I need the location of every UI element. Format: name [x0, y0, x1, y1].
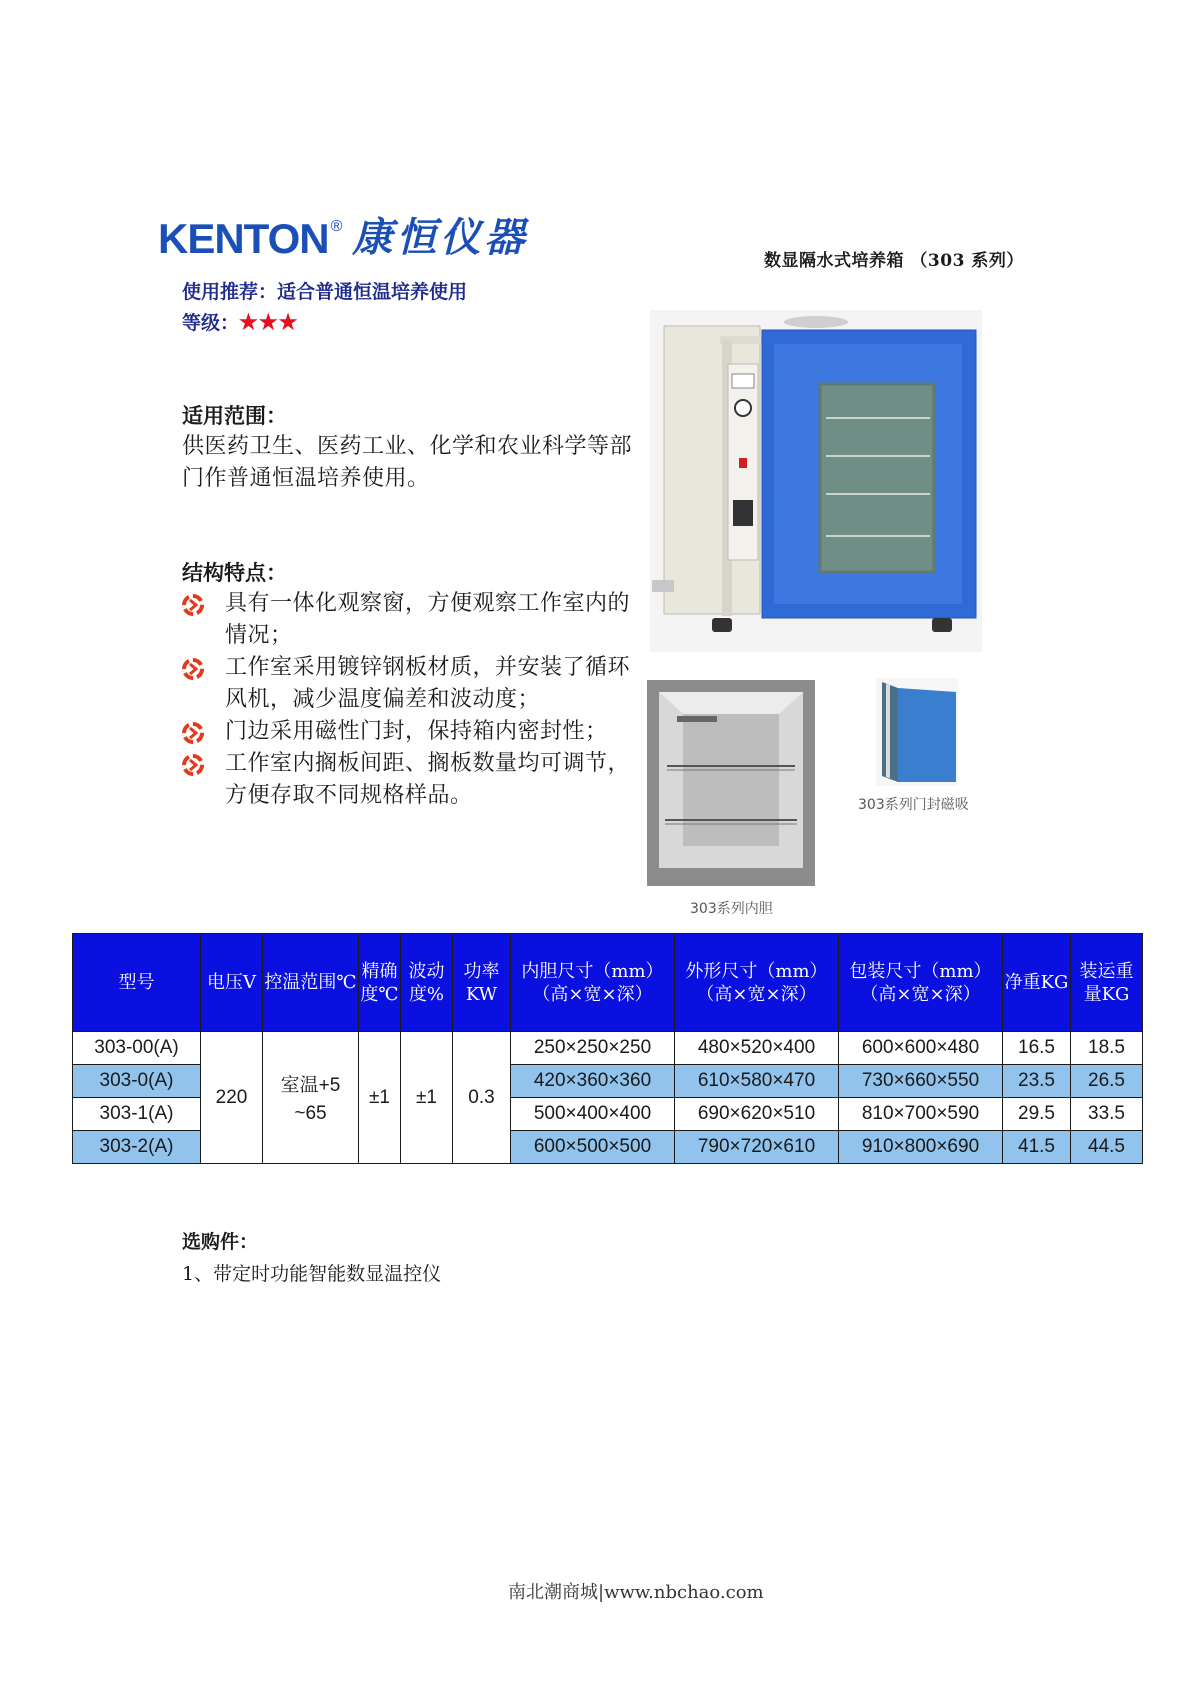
feature-item: 工作室内搁板间距、搁板数量均可调节，方便存取不同规格样品。: [182, 748, 642, 812]
cell-precision: ±1: [359, 1032, 401, 1164]
feature-item: 门边采用磁性门封，保持箱内密封性；: [182, 716, 642, 748]
cell-model: 303-2(A): [73, 1131, 201, 1164]
brand-logo: [158, 214, 529, 262]
cell-voltage: 220: [201, 1032, 263, 1164]
table-row: [73, 1032, 1143, 1065]
table-header-row: [73, 934, 1143, 1032]
logo-registered-mark: ®: [330, 218, 343, 235]
features-list: [182, 588, 642, 812]
header-model: 型号: [73, 934, 201, 1032]
header-temp-range: 控温范围℃: [263, 934, 359, 1032]
scope-heading: 适用范围：: [182, 403, 287, 428]
cell-ship-weight: 33.5: [1071, 1098, 1143, 1131]
specification-table: [72, 933, 1143, 1164]
scope-body: 供医药卫生、医药工业、化学和农业科学等部门作普通恒温培养使用。: [182, 434, 633, 491]
logo-text: KENTON: [158, 215, 329, 262]
cell-pack-size: 910×800×690: [839, 1131, 1003, 1164]
cell-inner-size: 500×400×400: [511, 1098, 675, 1131]
door-seal-caption: 303系列门封磁吸: [858, 797, 969, 813]
cell-pack-size: 600×600×480: [839, 1032, 1003, 1065]
footer-site-link[interactable]: 南北潮商城|www.nbchao.com: [508, 1582, 764, 1603]
cell-inner-size: 420×360×360: [511, 1065, 675, 1098]
cell-outer-size: 480×520×400: [675, 1032, 839, 1065]
temp-range-line-1: 室温+5: [280, 1075, 341, 1096]
cell-temp-range: [263, 1032, 359, 1164]
cell-outer-size: 610×580×470: [675, 1065, 839, 1098]
header-ship-weight: 装运重量KG: [1071, 934, 1143, 1032]
cell-pack-size: 730×660×550: [839, 1065, 1003, 1098]
cell-model: 303-0(A): [73, 1065, 201, 1098]
cell-net-weight: 16.5: [1003, 1032, 1071, 1065]
cell-fluctuation: ±1: [401, 1032, 453, 1164]
header-voltage: 电压V: [201, 934, 263, 1032]
cell-power: 0.3: [453, 1032, 511, 1164]
door-seal-image: [876, 678, 958, 786]
cell-model: 303-1(A): [73, 1098, 201, 1131]
grade-stars-icon: ★★★: [239, 309, 299, 334]
header-power: 功率KW: [453, 934, 511, 1032]
cell-ship-weight: 44.5: [1071, 1131, 1143, 1164]
cell-ship-weight: 26.5: [1071, 1065, 1143, 1098]
cell-net-weight: 29.5: [1003, 1098, 1071, 1131]
header-pack-size: 包装尺寸（mm）（高×宽×深）: [839, 934, 1003, 1032]
cell-model: 303-00(A): [73, 1032, 201, 1065]
header-outer-size: 外形尺寸（mm）（高×宽×深）: [675, 934, 839, 1032]
optional-item: 1、带定时功能智能数显温控仪: [182, 1263, 442, 1285]
usage-recommendation: 使用推荐：适合普通恒温培养使用: [182, 281, 468, 303]
bullet-icon: [182, 754, 204, 776]
inner-chamber-image: [647, 680, 815, 886]
cell-net-weight: 41.5: [1003, 1131, 1071, 1164]
cell-outer-size: 790×720×610: [675, 1131, 839, 1164]
logo-chinese-name: 康恒仪器: [352, 214, 529, 261]
document-title: 数显隔水式培养箱 （303 系列）: [764, 251, 1024, 271]
feature-item: 具有一体化观察窗，方便观察工作室内的情况；: [182, 588, 642, 652]
bullet-icon: [182, 722, 204, 744]
header-precision: 精确度℃: [359, 934, 401, 1032]
cell-net-weight: 23.5: [1003, 1065, 1071, 1098]
inner-chamber-caption: 303系列内胆: [690, 901, 773, 917]
cell-outer-size: 690×620×510: [675, 1098, 839, 1131]
header-net-weight: 净重KG: [1003, 934, 1071, 1032]
grade-label: 等级：: [182, 312, 240, 334]
incubator-product-image: [650, 310, 982, 652]
bullet-icon: [182, 594, 204, 616]
header-fluctuation: 波动度%: [401, 934, 453, 1032]
feature-item: 工作室采用镀锌钢板材质，并安装了循环风机，减少温度偏差和波动度；: [182, 652, 642, 716]
bullet-icon: [182, 658, 204, 680]
features-heading: 结构特点：: [182, 560, 287, 585]
optional-heading: 选购件：: [182, 1231, 259, 1253]
temp-range-line-2: ~65: [294, 1103, 327, 1124]
cell-pack-size: 810×700×590: [839, 1098, 1003, 1131]
header-inner-size: 内胆尺寸（mm）（高×宽×深）: [511, 934, 675, 1032]
cell-inner-size: 250×250×250: [511, 1032, 675, 1065]
grade-rating: [182, 308, 299, 335]
cell-ship-weight: 18.5: [1071, 1032, 1143, 1065]
cell-inner-size: 600×500×500: [511, 1131, 675, 1164]
